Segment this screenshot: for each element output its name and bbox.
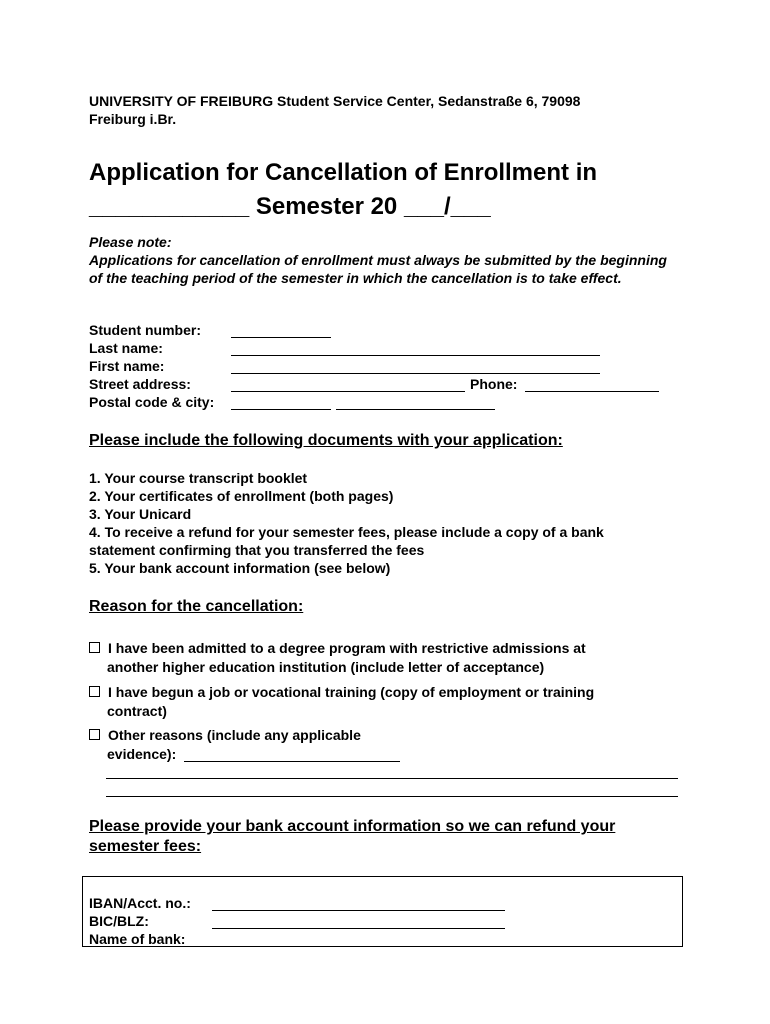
page-title [89,156,689,224]
postal-city-label: Postal code & city: [89,394,215,410]
first-name-field[interactable] [231,373,600,374]
bank-heading-line-2: semester fees: [89,838,202,855]
list-item: 4. To receive a refund for your semester fees, please include a copy of a bank statement confirming that you transferred the fees [89,524,604,558]
postal-code-field[interactable] [231,409,331,410]
reason-other-line-1: Other reasons (include any applicable [108,727,361,743]
address-line-2: Freiburg i.Br. [89,111,177,127]
checkbox-other[interactable] [89,729,100,740]
note-text: Applications for cancellation of enrollment must always be submitted by the beginning of the teaching period of the semester in which the cancellation is to take effect. [89,252,667,286]
reason-option-admitted [89,639,649,677]
checkbox-admitted[interactable] [89,642,100,653]
title-line-1: Application for Cancellation of Enrollment in [89,159,598,186]
note-heading: Please note: [89,234,172,250]
bic-label: BIC/BLZ: [89,913,149,929]
documents-list [89,469,659,577]
list-item: 2. Your certificates of enrollment (both pages) [89,488,394,504]
checkbox-job[interactable] [89,686,100,697]
iban-label: IBAN/Acct. no.: [89,895,191,911]
reason-job-line-1: I have begun a job or vocational training (copy of employment or training [108,684,595,700]
student-number-label: Student number: [89,322,201,338]
reason-admitted-line-1: I have been admitted to a degree program with restrictive admissions at [108,640,586,656]
reason-option-other [89,726,649,764]
bank-heading [89,817,689,857]
reason-job-line-2: contract) [107,703,167,719]
list-item: 3. Your Unicard [89,506,192,522]
list-item: 5. Your bank account information (see below) [89,560,391,576]
city-field[interactable] [336,409,495,410]
note-block [89,233,679,287]
bank-heading-line-1: Please provide your bank account information so we can refund your [89,818,616,835]
street-address-label: Street address: [89,376,191,392]
university-address [89,92,649,128]
street-address-field[interactable] [231,391,465,392]
reason-admitted-line-2: another higher education institution (include letter of acceptance) [107,659,545,675]
last-name-field[interactable] [231,355,600,356]
last-name-label: Last name: [89,340,163,356]
bank-name-field[interactable] [212,946,504,947]
title-line-2: ____________ Semester 20 ___/___ [89,193,491,220]
bank-name-label: Name of bank: [89,931,186,947]
other-reason-line-2[interactable] [106,796,678,797]
reason-option-job [89,683,649,721]
reasons-heading: Reason for the cancellation: [89,598,304,615]
documents-heading: Please include the following documents with your application: [89,432,563,449]
address-line-1: UNIVERSITY OF FREIBURG Student Service Center, Sedanstraße 6, 79098 [89,93,581,109]
iban-field[interactable] [212,910,505,911]
bic-field[interactable] [212,928,505,929]
student-number-field[interactable] [231,337,331,338]
phone-field[interactable] [525,391,659,392]
reason-other-line-2: evidence): [107,746,177,762]
other-evidence-field[interactable] [184,761,400,762]
list-item: 1. Your course transcript booklet [89,470,308,486]
other-reason-line-1[interactable] [106,778,678,779]
first-name-label: First name: [89,358,165,374]
phone-label: Phone: [470,376,518,392]
